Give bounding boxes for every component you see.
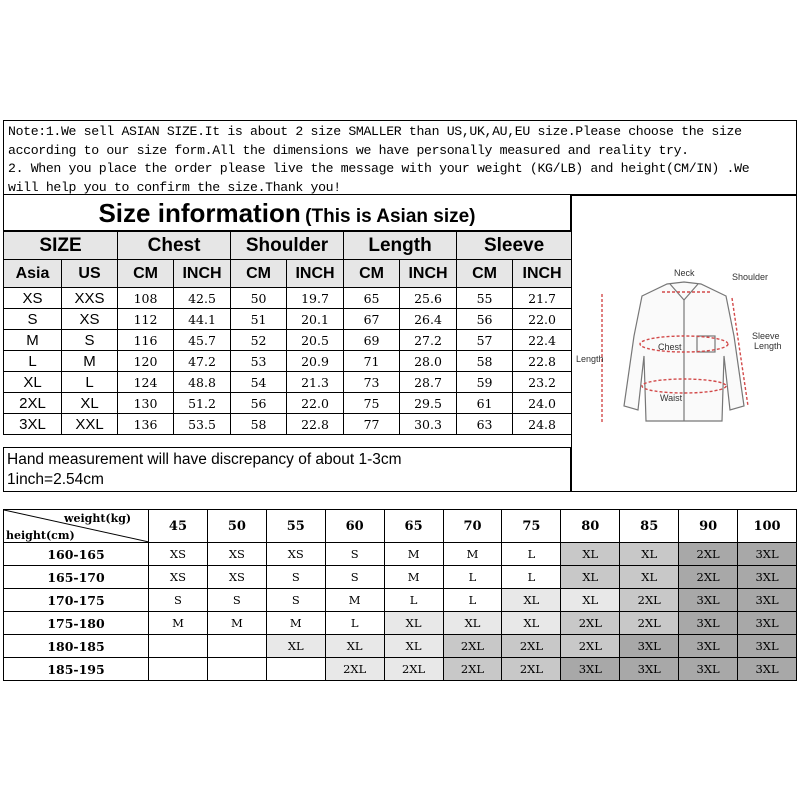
recommended-size-cell: 2XL <box>502 635 561 658</box>
measurement-cell: 29.5 <box>400 393 457 414</box>
recommended-size-cell: 2XL <box>443 635 502 658</box>
height-range-cell: 165-170 <box>4 566 149 589</box>
recommended-size-cell: M <box>149 612 208 635</box>
recommended-size-cell: XL <box>443 612 502 635</box>
weight-height-corner <box>4 510 149 543</box>
measurement-cell: 42.5 <box>174 288 231 309</box>
asia-size-cell: XL <box>4 372 62 393</box>
measurement-cell: 24.0 <box>513 393 572 414</box>
measurement-cell: 57 <box>457 330 513 351</box>
weight-header-row <box>4 510 797 543</box>
label-shoulder: Shoulder <box>732 272 769 282</box>
weight-header-cell: 45 <box>149 510 208 543</box>
recommended-size-cell: M <box>384 543 443 566</box>
note-line-1: Note:1.We sell ASIAN SIZE.It is about 2 size SMALLER than US,UK,AU,EU size.Please choose the size <box>8 124 742 139</box>
measurement-cell: 20.5 <box>287 330 344 351</box>
hand-measurement-note <box>3 447 571 492</box>
us-size-cell: S <box>62 330 118 351</box>
weight-header-cell: 55 <box>266 510 325 543</box>
recommended-size-cell <box>207 658 266 681</box>
height-row <box>4 658 797 681</box>
height-range-cell: 160-165 <box>4 543 149 566</box>
measurement-cell: 21.3 <box>287 372 344 393</box>
recommended-size-cell: 3XL <box>620 658 679 681</box>
recommended-size-cell: S <box>149 589 208 612</box>
recommended-size-cell: 3XL <box>679 612 738 635</box>
us-size-cell: M <box>62 351 118 372</box>
recommended-size-cell: M <box>443 543 502 566</box>
recommended-size-cell: 2XL <box>561 612 620 635</box>
asia-size-cell: M <box>4 330 62 351</box>
recommended-size-cell: 3XL <box>738 635 797 658</box>
asia-size-cell: XS <box>4 288 62 309</box>
measurement-cell: 116 <box>118 330 174 351</box>
size-title-sub: (This is Asian size) <box>305 206 476 227</box>
measurement-cell: 120 <box>118 351 174 372</box>
measurement-cell: 108 <box>118 288 174 309</box>
header-chest: Chest <box>118 232 231 260</box>
recommended-size-cell: 2XL <box>325 658 384 681</box>
measurement-cell: 52 <box>231 330 287 351</box>
recommended-size-cell: L <box>502 543 561 566</box>
asia-size-cell: 3XL <box>4 414 62 435</box>
recommended-size-cell: XS <box>149 543 208 566</box>
height-row <box>4 612 797 635</box>
subheader-cell: Asia <box>4 260 62 288</box>
subheader-cell: CM <box>118 260 174 288</box>
size-header-row-1 <box>4 232 572 260</box>
us-size-cell: XXL <box>62 414 118 435</box>
weight-label: weight(kg) <box>64 512 132 525</box>
height-range-cell: 170-175 <box>4 589 149 612</box>
measurement-cell: 71 <box>344 351 400 372</box>
height-range-cell: 180-185 <box>4 635 149 658</box>
recommended-size-cell: 2XL <box>620 589 679 612</box>
weight-header-cell: 90 <box>679 510 738 543</box>
recommended-size-cell: XL <box>325 635 384 658</box>
measurement-cell: 22.8 <box>513 351 572 372</box>
weight-header-cell: 85 <box>620 510 679 543</box>
recommended-size-cell: S <box>266 589 325 612</box>
weight-height-size-table <box>3 509 797 681</box>
recommended-size-cell: XL <box>620 566 679 589</box>
recommended-size-cell: XS <box>149 566 208 589</box>
recommended-size-cell: M <box>207 612 266 635</box>
measurement-cell: 45.7 <box>174 330 231 351</box>
recommended-size-cell: XL <box>620 543 679 566</box>
size-row <box>4 393 572 414</box>
label-waist: Waist <box>660 393 683 403</box>
us-size-cell: XS <box>62 309 118 330</box>
height-row <box>4 566 797 589</box>
measurement-cell: 77 <box>344 414 400 435</box>
recommended-size-cell: XS <box>207 543 266 566</box>
measurement-cell: 73 <box>344 372 400 393</box>
measurement-cell: 28.0 <box>400 351 457 372</box>
hand-note-line-1: Hand measurement will have discrepancy of about 1-3cm <box>7 451 402 468</box>
recommended-size-cell: 2XL <box>620 612 679 635</box>
recommended-size-cell: 3XL <box>620 635 679 658</box>
recommended-size-cell: 2XL <box>384 658 443 681</box>
recommended-size-cell: M <box>266 612 325 635</box>
asia-size-cell: S <box>4 309 62 330</box>
us-size-cell: XXS <box>62 288 118 309</box>
note-line-3: 2. When you place the order please live the message with your weight (KG/LB) and height(CM/IN) .We <box>8 161 750 176</box>
label-length: Length <box>576 354 604 364</box>
recommended-size-cell: L <box>502 566 561 589</box>
asia-size-cell: 2XL <box>4 393 62 414</box>
subheader-cell: INCH <box>400 260 457 288</box>
size-row <box>4 372 572 393</box>
recommended-size-cell: 2XL <box>679 543 738 566</box>
measurement-cell: 58 <box>457 351 513 372</box>
measurement-cell: 20.1 <box>287 309 344 330</box>
height-row <box>4 589 797 612</box>
subheader-cell: INCH <box>287 260 344 288</box>
us-size-cell: XL <box>62 393 118 414</box>
size-title <box>3 195 571 231</box>
size-table <box>3 231 572 435</box>
recommended-size-cell <box>207 635 266 658</box>
measurement-cell: 23.2 <box>513 372 572 393</box>
recommended-size-cell: 3XL <box>738 543 797 566</box>
measurement-cell: 75 <box>344 393 400 414</box>
recommended-size-cell: 2XL <box>443 658 502 681</box>
recommended-size-cell: S <box>325 543 384 566</box>
recommended-size-cell: S <box>325 566 384 589</box>
subheader-cell: CM <box>457 260 513 288</box>
measurement-cell: 22.4 <box>513 330 572 351</box>
recommended-size-cell: M <box>384 566 443 589</box>
measurement-cell: 67 <box>344 309 400 330</box>
measurement-cell: 48.8 <box>174 372 231 393</box>
recommended-size-cell: XL <box>266 635 325 658</box>
label-chest: Chest <box>658 342 682 352</box>
recommended-size-cell: S <box>266 566 325 589</box>
recommended-size-cell: XL <box>561 543 620 566</box>
subheader-cell: INCH <box>513 260 572 288</box>
note-line-4: will help you to confirm the size.Thank you! <box>8 179 341 195</box>
measurement-cell: 136 <box>118 414 174 435</box>
measurement-cell: 69 <box>344 330 400 351</box>
recommended-size-cell: 3XL <box>738 658 797 681</box>
recommended-size-cell <box>266 658 325 681</box>
measurement-cell: 22.0 <box>287 393 344 414</box>
recommended-size-cell: 2XL <box>679 566 738 589</box>
measurement-cell: 30.3 <box>400 414 457 435</box>
recommended-size-cell: 2XL <box>502 658 561 681</box>
measurement-cell: 19.7 <box>287 288 344 309</box>
measurement-cell: 21.7 <box>513 288 572 309</box>
height-range-cell: 185-195 <box>4 658 149 681</box>
height-row <box>4 543 797 566</box>
recommended-size-cell: XS <box>207 566 266 589</box>
recommended-size-cell: XL <box>561 589 620 612</box>
subheader-cell: CM <box>344 260 400 288</box>
recommended-size-cell: L <box>325 612 384 635</box>
measurement-cell: 44.1 <box>174 309 231 330</box>
measurement-cell: 50 <box>231 288 287 309</box>
measurement-cell: 51.2 <box>174 393 231 414</box>
us-size-cell: L <box>62 372 118 393</box>
header-size: SIZE <box>4 232 118 260</box>
size-row <box>4 351 572 372</box>
recommended-size-cell: 3XL <box>738 566 797 589</box>
corner-diagonal <box>4 510 149 542</box>
recommended-size-cell <box>149 635 208 658</box>
measurement-cell: 24.8 <box>513 414 572 435</box>
recommended-size-cell: 2XL <box>561 635 620 658</box>
note-box <box>3 120 797 195</box>
subheader-cell: US <box>62 260 118 288</box>
header-shoulder: Shoulder <box>231 232 344 260</box>
recommended-size-cell: XL <box>502 612 561 635</box>
weight-header-cell: 75 <box>502 510 561 543</box>
size-row <box>4 309 572 330</box>
label-sleeve-length: Length <box>754 341 782 351</box>
recommended-size-cell: 3XL <box>561 658 620 681</box>
recommended-size-cell: S <box>207 589 266 612</box>
measurement-cell: 20.9 <box>287 351 344 372</box>
measurement-cell: 124 <box>118 372 174 393</box>
recommended-size-cell: XL <box>561 566 620 589</box>
measurement-cell: 63 <box>457 414 513 435</box>
measurement-cell: 51 <box>231 309 287 330</box>
recommended-size-cell: M <box>325 589 384 612</box>
measurement-cell: 65 <box>344 288 400 309</box>
size-row <box>4 414 572 435</box>
note-line-2: according to our size form.All the dimensions we have personally measured and reality try. <box>8 142 689 158</box>
measurement-cell: 58 <box>231 414 287 435</box>
measurement-cell: 22.0 <box>513 309 572 330</box>
recommended-size-cell <box>149 658 208 681</box>
subheader-cell: CM <box>231 260 287 288</box>
measurement-cell: 26.4 <box>400 309 457 330</box>
measurement-cell: 54 <box>231 372 287 393</box>
measurement-cell: 56 <box>231 393 287 414</box>
weight-header-cell: 80 <box>561 510 620 543</box>
size-header-row-2 <box>4 260 572 288</box>
weight-header-cell: 65 <box>384 510 443 543</box>
weight-header-cell: 60 <box>325 510 384 543</box>
size-information-section <box>3 195 571 492</box>
size-row <box>4 288 572 309</box>
measurement-cell: 55 <box>457 288 513 309</box>
recommended-size-cell: XL <box>384 612 443 635</box>
recommended-size-cell: L <box>443 566 502 589</box>
measurement-cell: 47.2 <box>174 351 231 372</box>
measurement-cell: 112 <box>118 309 174 330</box>
header-length: Length <box>344 232 457 260</box>
measurement-cell: 28.7 <box>400 372 457 393</box>
measurement-cell: 56 <box>457 309 513 330</box>
recommended-size-cell: 3XL <box>679 658 738 681</box>
weight-header-cell: 70 <box>443 510 502 543</box>
measurement-cell: 59 <box>457 372 513 393</box>
label-neck: Neck <box>674 268 695 278</box>
measurement-cell: 61 <box>457 393 513 414</box>
label-sleeve: Sleeve <box>752 331 780 341</box>
recommended-size-cell: 3XL <box>738 612 797 635</box>
recommended-size-cell: L <box>384 589 443 612</box>
asia-size-cell: L <box>4 351 62 372</box>
height-range-cell: 175-180 <box>4 612 149 635</box>
measurement-cell: 27.2 <box>400 330 457 351</box>
measurement-cell: 25.6 <box>400 288 457 309</box>
measurement-cell: 22.8 <box>287 414 344 435</box>
height-row <box>4 635 797 658</box>
recommended-size-cell: 3XL <box>738 589 797 612</box>
measurement-cell: 53.5 <box>174 414 231 435</box>
recommended-size-cell: XL <box>384 635 443 658</box>
size-row <box>4 330 572 351</box>
recommended-size-cell: L <box>443 589 502 612</box>
weight-header-cell: 50 <box>207 510 266 543</box>
recommended-size-cell: XS <box>266 543 325 566</box>
recommended-size-cell: 3XL <box>679 589 738 612</box>
height-label: height(cm) <box>6 529 75 542</box>
hand-note-line-2: 1inch=2.54cm <box>7 471 104 488</box>
weight-header-cell: 100 <box>738 510 797 543</box>
measurement-cell: 53 <box>231 351 287 372</box>
recommended-size-cell: XL <box>502 589 561 612</box>
measurement-cell: 130 <box>118 393 174 414</box>
shirt-illustration <box>572 196 796 491</box>
recommended-size-cell: 3XL <box>679 635 738 658</box>
subheader-cell: INCH <box>174 260 231 288</box>
header-sleeve: Sleeve <box>457 232 572 260</box>
size-title-main: Size information <box>98 198 301 228</box>
shirt-measurement-diagram <box>571 195 797 492</box>
